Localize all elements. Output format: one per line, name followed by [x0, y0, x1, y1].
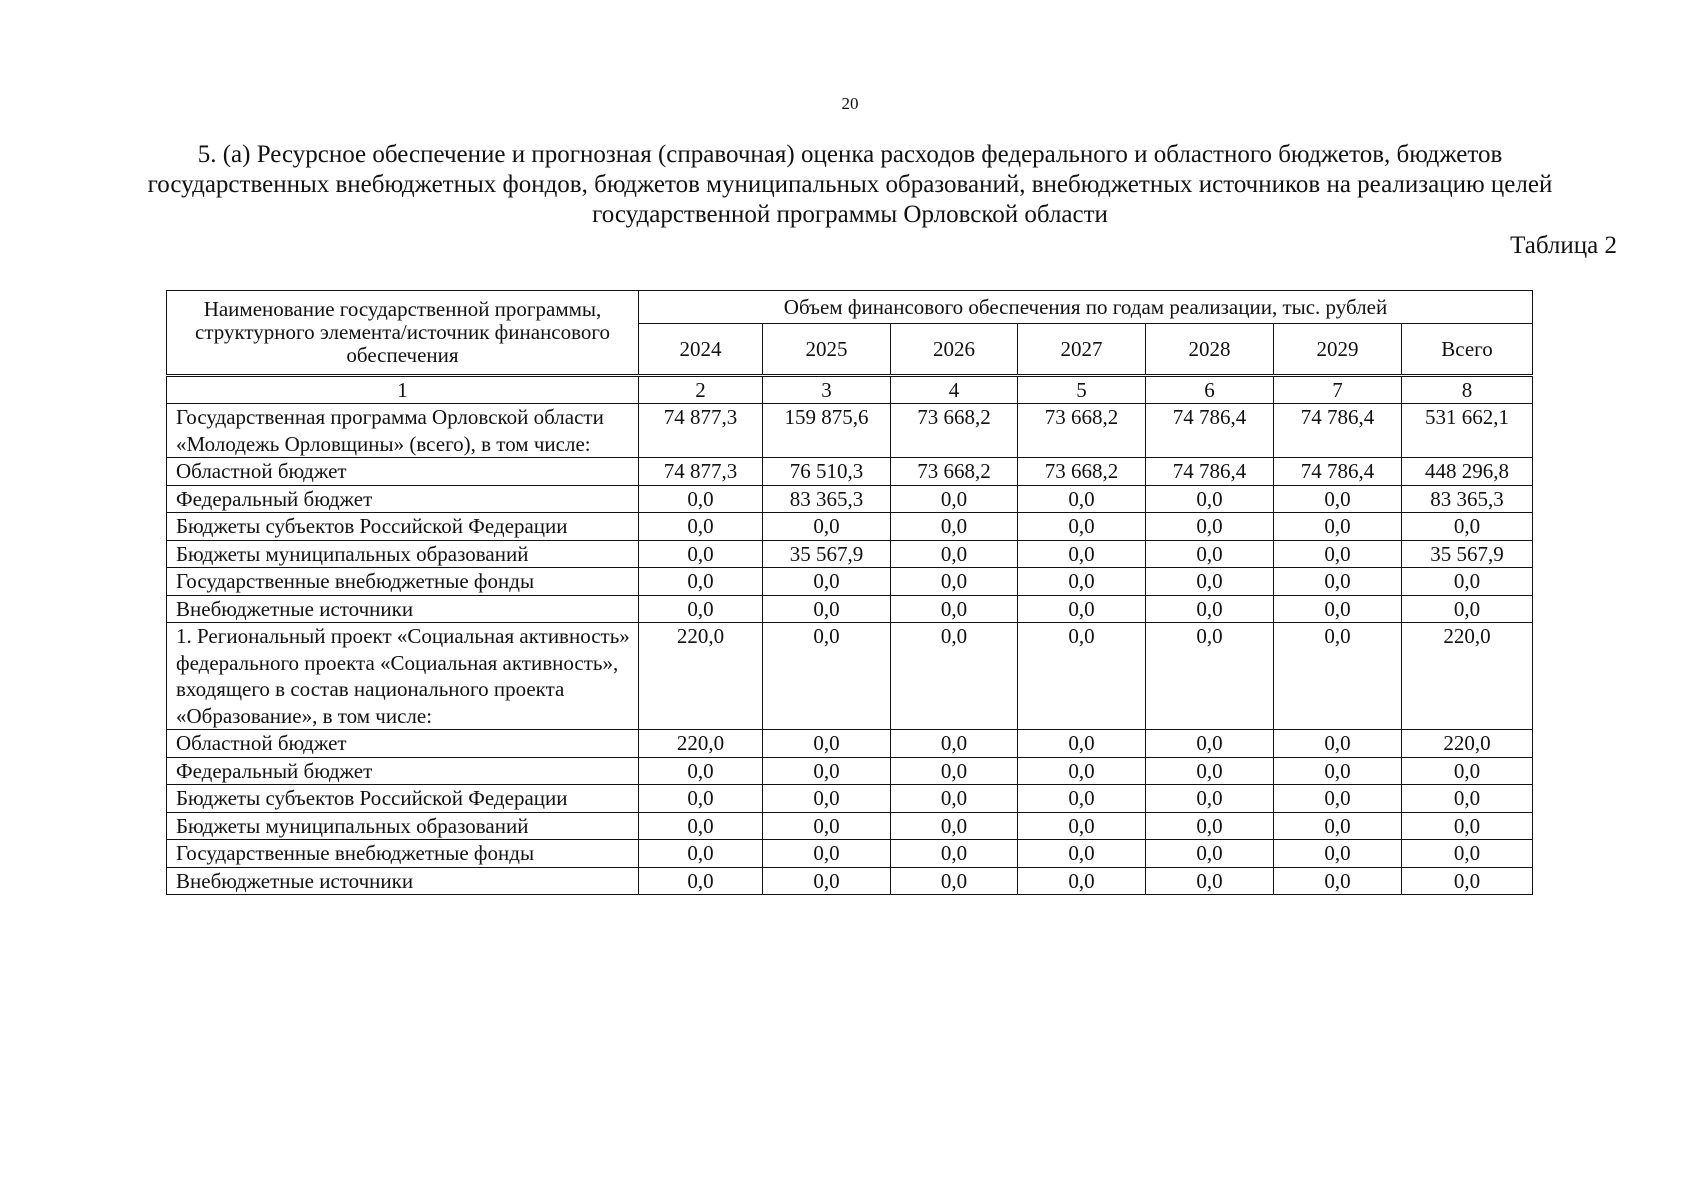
value-cell: 73 668,2	[1018, 404, 1146, 458]
value-cell: 76 510,3	[763, 458, 891, 486]
heading-line: государственных внебюджетных фондов, бюджетов муниципальных образований, внебюджетных источников на реализацию целей	[147, 171, 1553, 198]
value-cell: 0,0	[1018, 540, 1146, 568]
value-cell: 0,0	[1146, 840, 1274, 868]
table-row	[167, 623, 1533, 730]
value-cell: 0,0	[639, 757, 763, 785]
table-row	[167, 513, 1533, 541]
value-cell: 0,0	[1274, 540, 1402, 568]
row-name-cell: Бюджеты субъектов Российской Федерации	[167, 785, 639, 813]
table-row	[167, 730, 1533, 758]
value-cell: 74 877,3	[639, 458, 763, 486]
value-cell: 0,0	[1146, 812, 1274, 840]
value-cell: 0,0	[639, 785, 763, 813]
value-cell: 0,0	[891, 540, 1018, 568]
table-row	[167, 540, 1533, 568]
row-name-cell: Областной бюджет	[167, 458, 639, 486]
year-header: Всего	[1402, 324, 1533, 376]
table-row	[167, 812, 1533, 840]
value-cell: 0,0	[763, 867, 891, 895]
year-header: 2026	[891, 324, 1018, 376]
value-cell: 0,0	[1402, 840, 1533, 868]
value-cell: 0,0	[1274, 485, 1402, 513]
row-name-cell: Областной бюджет	[167, 730, 639, 758]
value-cell: 0,0	[891, 568, 1018, 596]
value-cell: 0,0	[1146, 568, 1274, 596]
name-column-header: Наименование государственной программы, структурного элемента/источник финансового обеспечения	[167, 291, 639, 376]
value-cell: 0,0	[763, 513, 891, 541]
value-cell: 0,0	[891, 730, 1018, 758]
heading-line: государственной программы Орловской области	[592, 201, 1108, 228]
value-cell: 0,0	[1018, 785, 1146, 813]
value-cell: 159 875,6	[763, 404, 891, 458]
year-header: 2024	[639, 324, 763, 376]
value-cell: 83 365,3	[763, 485, 891, 513]
value-cell: 0,0	[1018, 485, 1146, 513]
column-index-cell: 6	[1146, 376, 1274, 404]
budget-table	[166, 290, 1533, 895]
column-index-cell: 3	[763, 376, 891, 404]
value-cell: 0,0	[763, 812, 891, 840]
column-index-cell: 2	[639, 376, 763, 404]
value-cell: 0,0	[1018, 812, 1146, 840]
value-cell: 0,0	[891, 812, 1018, 840]
row-name-cell: Федеральный бюджет	[167, 757, 639, 785]
value-cell: 0,0	[1274, 568, 1402, 596]
value-cell: 0,0	[1018, 730, 1146, 758]
value-cell: 0,0	[1402, 513, 1533, 541]
row-name-cell: Федеральный бюджет	[167, 485, 639, 513]
value-cell: 0,0	[1274, 812, 1402, 840]
value-cell: 0,0	[1402, 568, 1533, 596]
year-header: 2025	[763, 324, 891, 376]
value-cell: 74 786,4	[1146, 404, 1274, 458]
row-name-cell: Бюджеты муниципальных образований	[167, 812, 639, 840]
value-cell: 0,0	[1018, 568, 1146, 596]
table-row	[167, 595, 1533, 623]
value-cell: 0,0	[1274, 595, 1402, 623]
value-cell: 0,0	[1018, 513, 1146, 541]
value-cell: 0,0	[639, 595, 763, 623]
value-cell: 0,0	[1146, 513, 1274, 541]
value-cell: 0,0	[1146, 730, 1274, 758]
value-cell: 0,0	[891, 840, 1018, 868]
value-cell: 0,0	[1402, 595, 1533, 623]
table-caption: Таблица 2	[1510, 232, 1617, 259]
table-row	[167, 458, 1533, 486]
funding-group-header: Объем финансового обеспечения по годам реализации, тыс. рублей	[639, 291, 1533, 324]
value-cell: 73 668,2	[891, 404, 1018, 458]
value-cell: 0,0	[1018, 867, 1146, 895]
value-cell: 73 668,2	[891, 458, 1018, 486]
value-cell: 74 877,3	[639, 404, 763, 458]
value-cell: 74 786,4	[1146, 458, 1274, 486]
value-cell: 0,0	[763, 785, 891, 813]
value-cell: 0,0	[1274, 840, 1402, 868]
row-name-cell: Государственные внебюджетные фонды	[167, 568, 639, 596]
value-cell: 448 296,8	[1402, 458, 1533, 486]
value-cell: 0,0	[1274, 867, 1402, 895]
column-index-cell: 4	[891, 376, 1018, 404]
row-name-cell: 1. Региональный проект «Социальная активность» федерального проекта «Социальная активность», входящего в состав национального проекта «Образование», в том числе:	[167, 623, 639, 730]
year-header: 2029	[1274, 324, 1402, 376]
value-cell: 0,0	[891, 785, 1018, 813]
value-cell: 0,0	[1146, 595, 1274, 623]
value-cell: 0,0	[891, 757, 1018, 785]
value-cell: 83 365,3	[1402, 485, 1533, 513]
row-name-cell: Государственные внебюджетные фонды	[167, 840, 639, 868]
heading-line: 5. (а) Ресурсное обеспечение и прогнозная (справочная) оценка расходов федерального и областного бюджетов, бюджетов	[197, 141, 1503, 168]
value-cell: 0,0	[1018, 840, 1146, 868]
value-cell: 0,0	[639, 867, 763, 895]
value-cell: 220,0	[639, 730, 763, 758]
value-cell: 0,0	[763, 595, 891, 623]
value-cell: 0,0	[763, 730, 891, 758]
row-name-cell: Внебюджетные источники	[167, 867, 639, 895]
value-cell: 0,0	[763, 568, 891, 596]
value-cell: 0,0	[1274, 623, 1402, 730]
table-row	[167, 568, 1533, 596]
table-row	[167, 840, 1533, 868]
value-cell: 0,0	[639, 485, 763, 513]
row-name-cell: Бюджеты субъектов Российской Федерации	[167, 513, 639, 541]
value-cell: 0,0	[1018, 623, 1146, 730]
value-cell: 0,0	[1402, 867, 1533, 895]
value-cell: 35 567,9	[763, 540, 891, 568]
year-header: 2028	[1146, 324, 1274, 376]
value-cell: 0,0	[1274, 785, 1402, 813]
value-cell: 0,0	[1274, 730, 1402, 758]
value-cell: 0,0	[1274, 757, 1402, 785]
value-cell: 0,0	[1146, 757, 1274, 785]
value-cell: 0,0	[891, 485, 1018, 513]
value-cell: 0,0	[639, 840, 763, 868]
column-index-cell: 1	[167, 376, 639, 404]
value-cell: 0,0	[1018, 757, 1146, 785]
value-cell: 35 567,9	[1402, 540, 1533, 568]
value-cell: 0,0	[1018, 595, 1146, 623]
document-heading	[90, 140, 1610, 230]
value-cell: 0,0	[763, 757, 891, 785]
value-cell: 0,0	[1402, 785, 1533, 813]
value-cell: 0,0	[1402, 812, 1533, 840]
value-cell: 0,0	[891, 623, 1018, 730]
value-cell: 0,0	[1402, 757, 1533, 785]
value-cell: 0,0	[1274, 513, 1402, 541]
value-cell: 220,0	[1402, 623, 1533, 730]
table-row	[167, 867, 1533, 895]
column-index-cell: 5	[1018, 376, 1146, 404]
value-cell: 74 786,4	[1274, 404, 1402, 458]
value-cell: 0,0	[891, 867, 1018, 895]
value-cell: 531 662,1	[1402, 404, 1533, 458]
value-cell: 0,0	[639, 812, 763, 840]
row-name-cell: Внебюджетные источники	[167, 595, 639, 623]
year-header: 2027	[1018, 324, 1146, 376]
value-cell: 0,0	[639, 540, 763, 568]
column-index-cell: 7	[1274, 376, 1402, 404]
value-cell: 0,0	[1146, 623, 1274, 730]
row-name-cell: Бюджеты муниципальных образований	[167, 540, 639, 568]
column-index-cell: 8	[1402, 376, 1533, 404]
value-cell: 0,0	[1146, 785, 1274, 813]
value-cell: 0,0	[1146, 867, 1274, 895]
row-name-cell: Государственная программа Орловской области «Молодежь Орловщины» (всего), в том числе:	[167, 404, 639, 458]
value-cell: 0,0	[763, 840, 891, 868]
value-cell: 0,0	[1146, 485, 1274, 513]
value-cell: 0,0	[891, 513, 1018, 541]
table-row	[167, 485, 1533, 513]
value-cell: 220,0	[1402, 730, 1533, 758]
value-cell: 220,0	[639, 623, 763, 730]
table-row	[167, 404, 1533, 458]
table-row	[167, 757, 1533, 785]
value-cell: 0,0	[639, 568, 763, 596]
table-row	[167, 785, 1533, 813]
value-cell: 0,0	[639, 513, 763, 541]
value-cell: 0,0	[1146, 540, 1274, 568]
value-cell: 0,0	[763, 623, 891, 730]
page-number: 20	[841, 94, 859, 113]
value-cell: 0,0	[891, 595, 1018, 623]
value-cell: 73 668,2	[1018, 458, 1146, 486]
value-cell: 74 786,4	[1274, 458, 1402, 486]
